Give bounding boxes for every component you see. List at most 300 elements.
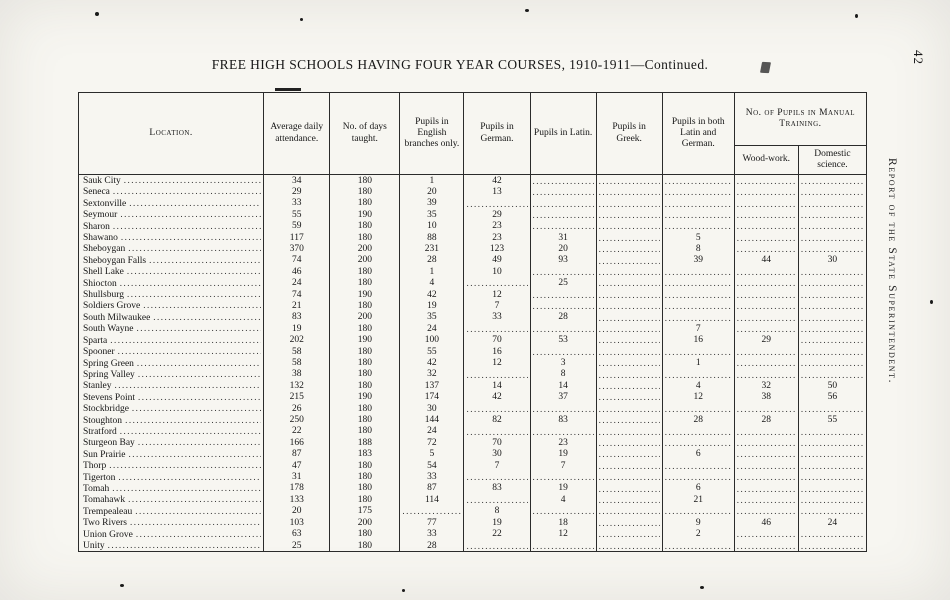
dot-leader	[135, 506, 261, 516]
empty-cell-dots	[737, 427, 796, 437]
location-name: Sharon	[83, 221, 110, 232]
location-name: South Milwaukee	[83, 312, 151, 323]
value-cell: 200	[330, 517, 400, 528]
empty-cell-dots	[533, 187, 594, 197]
value-cell: 44	[734, 255, 798, 266]
empty-cell-dots	[599, 427, 660, 437]
value-cell	[662, 300, 734, 311]
empty-cell-dots	[801, 244, 864, 254]
dot-leader	[125, 415, 261, 425]
empty-cell-dots	[737, 278, 796, 288]
value-cell: 31	[530, 232, 596, 243]
dot-leader	[113, 221, 261, 231]
location-name: Spring Valley	[83, 369, 135, 380]
location-cell	[79, 403, 264, 414]
value-cell	[596, 369, 662, 380]
value-cell	[596, 198, 662, 209]
value-cell: 190	[330, 392, 400, 403]
value-cell: 19	[530, 483, 596, 494]
value-cell: 24	[400, 323, 464, 334]
value-cell: 32	[734, 380, 798, 391]
value-cell	[464, 472, 530, 483]
value-cell	[798, 300, 866, 311]
location-cell	[79, 289, 264, 300]
value-cell: 4	[400, 278, 464, 289]
value-cell: 28	[530, 312, 596, 323]
dot-leader	[138, 392, 261, 402]
value-cell: 7	[464, 300, 530, 311]
value-cell	[596, 358, 662, 369]
empty-cell-dots	[737, 461, 796, 471]
value-cell: 7	[530, 460, 596, 471]
empty-cell-dots	[737, 495, 796, 505]
empty-cell-dots	[665, 427, 732, 437]
value-cell: 19	[530, 449, 596, 460]
value-cell	[662, 506, 734, 517]
value-cell: 39	[662, 255, 734, 266]
value-cell: 180	[330, 300, 400, 311]
empty-cell-dots	[801, 449, 864, 459]
value-cell	[734, 243, 798, 254]
value-cell: 188	[330, 437, 400, 448]
table-row	[79, 243, 867, 254]
empty-cell-dots	[801, 187, 864, 197]
value-cell: 8	[464, 506, 530, 517]
value-cell: 9	[662, 517, 734, 528]
value-cell: 32	[400, 369, 464, 380]
value-cell: 46	[264, 266, 330, 277]
value-cell: 180	[330, 232, 400, 243]
value-cell: 22	[264, 426, 330, 437]
value-cell	[530, 346, 596, 357]
value-cell	[596, 529, 662, 540]
value-cell: 29	[464, 209, 530, 220]
table-row	[79, 392, 867, 403]
table-row	[79, 449, 867, 460]
empty-cell-dots	[466, 370, 527, 380]
value-cell	[734, 403, 798, 414]
location-name: Stratford	[83, 426, 117, 437]
scan-speck	[120, 584, 124, 587]
empty-cell-dots	[599, 438, 660, 448]
location-name: Shullsburg	[83, 290, 125, 301]
empty-cell-dots	[665, 438, 732, 448]
empty-cell-dots	[801, 290, 864, 300]
data-table-wrapper	[78, 92, 867, 552]
empty-cell-dots	[599, 461, 660, 471]
value-cell: 180	[330, 529, 400, 540]
value-cell: 34	[264, 175, 330, 187]
empty-cell-dots	[533, 210, 594, 220]
location-name: Two Rivers	[83, 518, 127, 529]
value-cell: 123	[464, 243, 530, 254]
value-cell	[662, 540, 734, 552]
value-cell	[798, 221, 866, 232]
value-cell	[596, 323, 662, 334]
empty-cell-dots	[737, 438, 796, 448]
value-cell: 8	[530, 369, 596, 380]
value-cell: 180	[330, 323, 400, 334]
table-row	[79, 380, 867, 391]
value-cell: 180	[330, 415, 400, 426]
value-cell: 231	[400, 243, 464, 254]
location-cell	[79, 266, 264, 277]
table-row	[79, 186, 867, 197]
value-cell	[734, 483, 798, 494]
value-cell: 74	[264, 255, 330, 266]
value-cell: 42	[464, 175, 530, 187]
value-cell	[464, 426, 530, 437]
value-cell	[798, 483, 866, 494]
empty-cell-dots	[801, 176, 864, 186]
empty-cell-dots	[599, 324, 660, 334]
value-cell: 21	[264, 300, 330, 311]
value-cell	[798, 243, 866, 254]
value-cell: 180	[330, 426, 400, 437]
value-cell: 74	[264, 289, 330, 300]
empty-cell-dots	[801, 324, 864, 334]
empty-cell-dots	[533, 301, 594, 311]
empty-cell-dots	[533, 506, 594, 516]
empty-cell-dots	[533, 347, 594, 357]
value-cell: 28	[400, 540, 464, 552]
col-header-latin: Pupils in Latin.	[530, 93, 596, 175]
dot-leader	[130, 517, 261, 527]
location-cell	[79, 243, 264, 254]
value-cell	[734, 323, 798, 334]
value-cell: 23	[464, 221, 530, 232]
value-cell	[662, 186, 734, 197]
empty-cell-dots	[599, 267, 660, 277]
location-cell	[79, 494, 264, 505]
empty-cell-dots	[599, 278, 660, 288]
value-cell	[464, 403, 530, 414]
dot-leader	[108, 540, 262, 550]
value-cell: 13	[464, 186, 530, 197]
value-cell	[662, 346, 734, 357]
empty-cell-dots	[599, 506, 660, 516]
dot-leader	[136, 529, 261, 539]
location-name: Sparta	[83, 335, 108, 346]
empty-cell-dots	[737, 472, 796, 482]
empty-cell-dots	[533, 267, 594, 277]
empty-cell-dots	[801, 404, 864, 414]
value-cell: 18	[530, 517, 596, 528]
value-cell: 1	[662, 358, 734, 369]
empty-cell-dots	[737, 358, 796, 368]
table-row	[79, 517, 867, 528]
col-header-attendance: Average daily attendance.	[264, 93, 330, 175]
location-cell	[79, 380, 264, 391]
value-cell	[734, 358, 798, 369]
scan-speck	[300, 18, 303, 21]
table-row	[79, 221, 867, 232]
empty-cell-dots	[466, 495, 527, 505]
value-cell: 19	[264, 323, 330, 334]
value-cell	[596, 175, 662, 187]
location-cell	[79, 300, 264, 311]
value-cell	[596, 312, 662, 323]
table-row	[79, 540, 867, 552]
value-cell: 200	[330, 255, 400, 266]
location-cell	[79, 221, 264, 232]
value-cell: 7	[662, 323, 734, 334]
value-cell: 114	[400, 494, 464, 505]
location-cell	[79, 437, 264, 448]
empty-cell-dots	[599, 449, 660, 459]
empty-cell-dots	[801, 484, 864, 494]
location-name: Stevens Point	[83, 392, 135, 403]
value-cell: 20	[530, 243, 596, 254]
value-cell	[734, 529, 798, 540]
col-header-greek: Pupils in Greek.	[596, 93, 662, 175]
empty-cell-dots	[737, 176, 796, 186]
empty-cell-dots	[801, 370, 864, 380]
value-cell: 35	[400, 209, 464, 220]
value-cell: 370	[264, 243, 330, 254]
value-cell	[798, 494, 866, 505]
value-cell: 12	[662, 392, 734, 403]
location-cell	[79, 517, 264, 528]
empty-cell-dots	[665, 210, 732, 220]
value-cell	[734, 437, 798, 448]
dot-leader	[137, 358, 261, 368]
location-name: Sheboygan Falls	[83, 255, 147, 266]
value-cell: 24	[400, 426, 464, 437]
location-name: Tigerton	[83, 472, 116, 483]
value-cell: 93	[530, 255, 596, 266]
empty-cell-dots	[599, 541, 660, 551]
empty-cell-dots	[801, 438, 864, 448]
value-cell	[530, 540, 596, 552]
value-cell	[596, 449, 662, 460]
empty-cell-dots	[665, 472, 732, 482]
empty-cell-dots	[737, 313, 796, 323]
value-cell	[596, 289, 662, 300]
col-header-german: Pupils in German.	[464, 93, 530, 175]
empty-cell-dots	[737, 267, 796, 277]
dot-leader	[115, 380, 262, 390]
empty-cell-dots	[466, 541, 527, 551]
empty-cell-dots	[801, 472, 864, 482]
value-cell	[530, 323, 596, 334]
value-cell: 3	[530, 358, 596, 369]
value-cell: 200	[330, 312, 400, 323]
value-cell: 180	[330, 472, 400, 483]
value-cell: 47	[264, 460, 330, 471]
value-cell: 28	[400, 255, 464, 266]
value-cell: 33	[400, 472, 464, 483]
empty-cell-dots	[599, 404, 660, 414]
value-cell	[596, 403, 662, 414]
empty-cell-dots	[665, 506, 732, 516]
location-cell	[79, 346, 264, 357]
value-cell	[596, 221, 662, 232]
value-cell: 178	[264, 483, 330, 494]
value-cell	[596, 517, 662, 528]
empty-cell-dots	[599, 313, 660, 323]
table-row	[79, 506, 867, 517]
empty-cell-dots	[737, 449, 796, 459]
value-cell: 16	[464, 346, 530, 357]
value-cell	[662, 426, 734, 437]
value-cell	[734, 266, 798, 277]
value-cell	[596, 460, 662, 471]
value-cell: 174	[400, 392, 464, 403]
value-cell	[798, 437, 866, 448]
dot-leader	[138, 369, 261, 379]
value-cell: 180	[330, 198, 400, 209]
empty-cell-dots	[801, 221, 864, 231]
empty-cell-dots	[533, 427, 594, 437]
value-cell: 58	[264, 358, 330, 369]
value-cell	[798, 312, 866, 323]
value-cell	[798, 186, 866, 197]
empty-cell-dots	[801, 301, 864, 311]
page-number: 42	[911, 50, 926, 65]
value-cell: 56	[798, 392, 866, 403]
value-cell: 30	[798, 255, 866, 266]
value-cell: 103	[264, 517, 330, 528]
location-name: Seneca	[83, 187, 110, 198]
value-cell: 16	[662, 335, 734, 346]
value-cell	[798, 369, 866, 380]
value-cell: 59	[264, 221, 330, 232]
value-cell	[596, 266, 662, 277]
value-cell	[734, 472, 798, 483]
value-cell	[596, 392, 662, 403]
dot-leader	[129, 198, 261, 208]
empty-cell-dots	[665, 187, 732, 197]
table-row	[79, 209, 867, 220]
value-cell: 82	[464, 415, 530, 426]
empty-cell-dots	[801, 541, 864, 551]
empty-cell-dots	[599, 484, 660, 494]
value-cell	[530, 186, 596, 197]
empty-cell-dots	[599, 495, 660, 505]
empty-cell-dots	[599, 187, 660, 197]
location-cell	[79, 426, 264, 437]
value-cell: 83	[530, 415, 596, 426]
value-cell: 180	[330, 380, 400, 391]
value-cell	[798, 289, 866, 300]
value-cell	[596, 472, 662, 483]
table-row	[79, 232, 867, 243]
col-header-latin-german: Pupils in both Latin and German.	[662, 93, 734, 175]
value-cell	[464, 198, 530, 209]
empty-cell-dots	[801, 233, 864, 243]
value-cell	[596, 255, 662, 266]
value-cell	[596, 415, 662, 426]
dot-leader	[127, 289, 261, 299]
value-cell: 33	[400, 529, 464, 540]
value-cell: 180	[330, 369, 400, 380]
value-cell: 132	[264, 380, 330, 391]
value-cell: 70	[464, 437, 530, 448]
empty-cell-dots	[801, 461, 864, 471]
value-cell	[734, 426, 798, 437]
value-cell	[798, 358, 866, 369]
location-name: Tomah	[83, 483, 110, 494]
value-cell: 30	[464, 449, 530, 460]
value-cell: 144	[400, 415, 464, 426]
value-cell: 49	[464, 255, 530, 266]
location-name: Shawano	[83, 233, 118, 244]
empty-cell-dots	[533, 199, 594, 209]
value-cell: 77	[400, 517, 464, 528]
value-cell	[798, 232, 866, 243]
value-cell: 10	[464, 266, 530, 277]
value-cell: 180	[330, 403, 400, 414]
page-title: FREE HIGH SCHOOLS HAVING FOUR YEAR COURSES, 1910-1911—Continued.	[211, 57, 709, 72]
value-cell	[662, 266, 734, 277]
value-cell	[596, 494, 662, 505]
empty-cell-dots	[466, 324, 527, 334]
empty-cell-dots	[599, 199, 660, 209]
value-cell: 87	[264, 449, 330, 460]
value-cell: 83	[464, 483, 530, 494]
location-name: Trempealeau	[83, 506, 133, 517]
value-cell: 37	[530, 392, 596, 403]
value-cell: 58	[264, 346, 330, 357]
value-cell: 20	[264, 506, 330, 517]
value-cell	[530, 266, 596, 277]
location-name: Unity	[83, 541, 105, 551]
location-cell	[79, 278, 264, 289]
value-cell: 1	[400, 266, 464, 277]
table-row	[79, 437, 867, 448]
col-header-woodwork: Wood-work.	[734, 146, 798, 175]
value-cell: 100	[400, 335, 464, 346]
table-row	[79, 289, 867, 300]
value-cell	[734, 175, 798, 187]
value-cell	[798, 209, 866, 220]
location-name: Spooner	[83, 347, 115, 358]
empty-cell-dots	[665, 370, 732, 380]
value-cell: 137	[400, 380, 464, 391]
value-cell	[530, 506, 596, 517]
value-cell	[530, 221, 596, 232]
value-cell	[798, 449, 866, 460]
location-name: Thorp	[83, 461, 107, 472]
value-cell: 83	[264, 312, 330, 323]
value-cell: 25	[264, 540, 330, 552]
dot-leader	[124, 175, 261, 185]
empty-cell-dots	[801, 347, 864, 357]
col-header-domestic-science: Domestic science.	[798, 146, 866, 175]
value-cell	[662, 209, 734, 220]
value-cell	[596, 483, 662, 494]
empty-cell-dots	[466, 427, 527, 437]
scan-artifact-bar	[275, 88, 301, 91]
value-cell	[734, 312, 798, 323]
value-cell	[734, 449, 798, 460]
empty-cell-dots	[599, 358, 660, 368]
value-cell: 133	[264, 494, 330, 505]
value-cell	[734, 460, 798, 471]
empty-cell-dots	[737, 347, 796, 357]
value-cell	[662, 460, 734, 471]
value-cell: 46	[734, 517, 798, 528]
value-cell	[798, 540, 866, 552]
empty-cell-dots	[599, 221, 660, 231]
value-cell: 183	[330, 449, 400, 460]
value-cell: 180	[330, 460, 400, 471]
scan-speck	[855, 14, 858, 18]
location-name: Seymour	[83, 210, 118, 221]
location-name: Sun Prairie	[83, 449, 126, 460]
table-row	[79, 323, 867, 334]
